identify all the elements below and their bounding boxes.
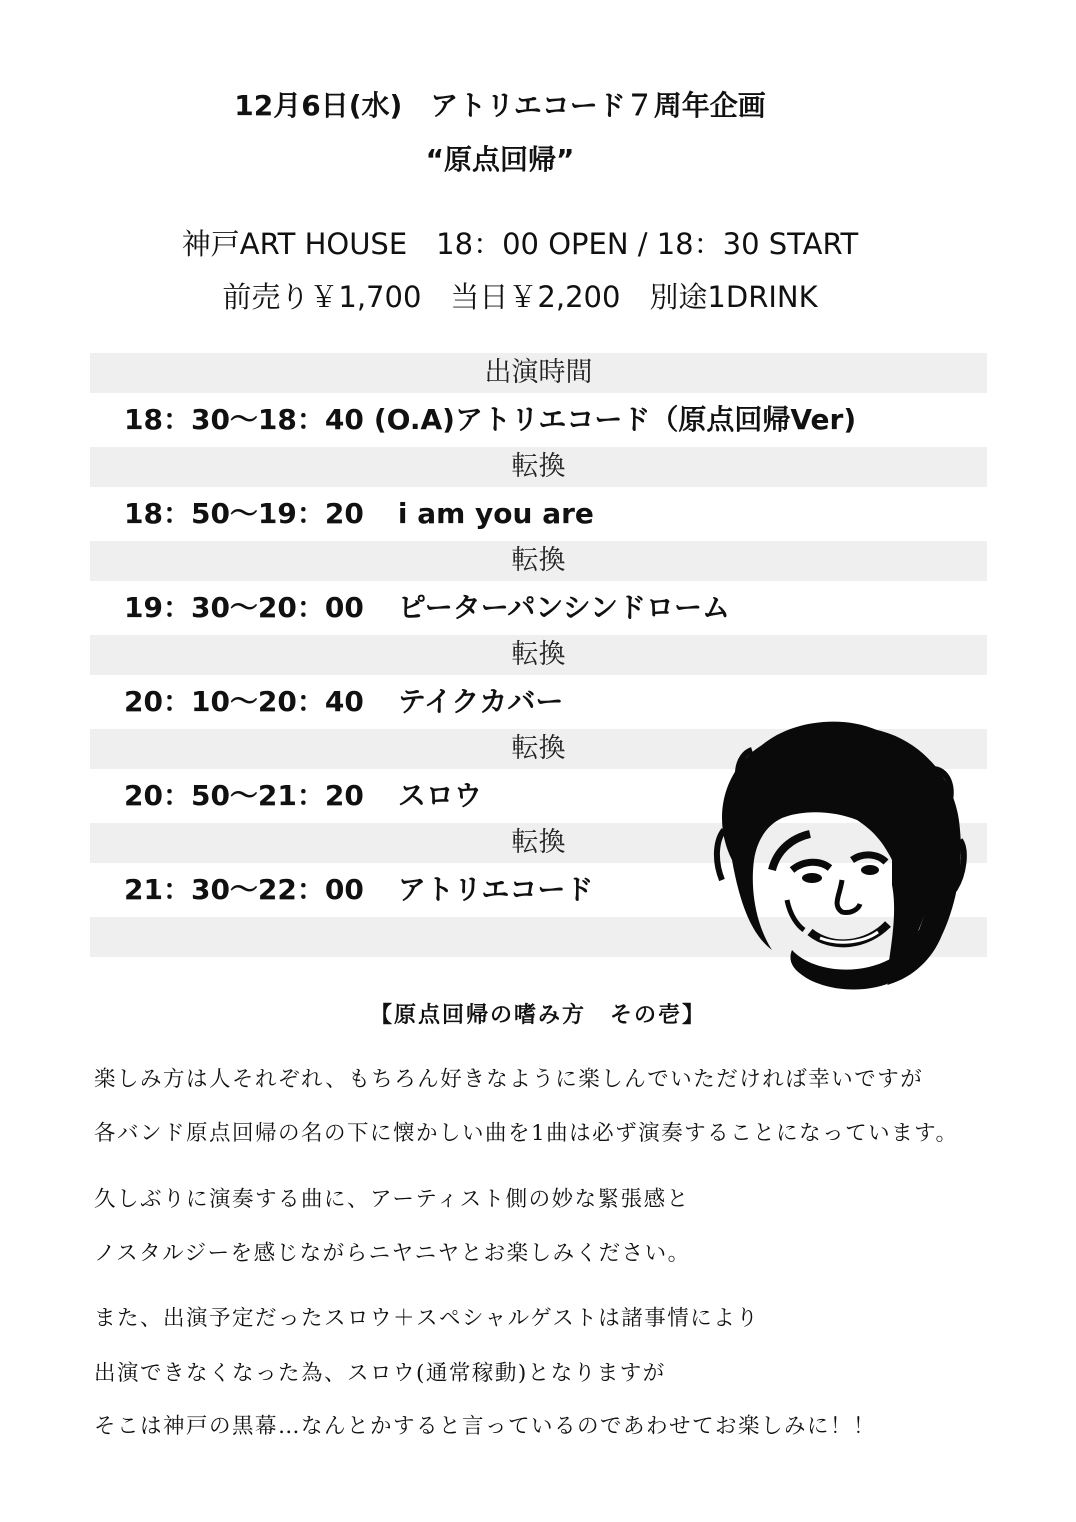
changeover-row: 転換: [90, 635, 987, 675]
slot-act: (O.A)アトリエコード（原点回帰Ver): [373, 403, 857, 436]
timetable-slot: [90, 487, 987, 541]
timetable-header: 出演時間: [90, 353, 987, 393]
changeover-row: 転換: [90, 823, 987, 863]
note-line: ノスタルジーを感じながらニヤニヤとお楽しみください。: [94, 1241, 691, 1266]
note-line: 久しぶりに演奏する曲に、アーティスト側の妙な緊張感と: [94, 1187, 690, 1212]
slot-act: アトリエコード: [397, 873, 594, 906]
slot-act: スロウ: [397, 779, 482, 812]
changeover-row: 転換: [90, 447, 987, 487]
slot-act: ピーターパンシンドローム: [397, 591, 730, 624]
timetable-slot: [90, 581, 987, 635]
note-line: 出演できなくなった為、スロウ(通常稼動)となりますが: [94, 1361, 666, 1386]
slot-time: 21：30〜22：00: [124, 873, 364, 906]
event-subtitle: “原点回帰”: [425, 143, 575, 176]
slot-time: 20：10〜20：40: [124, 685, 364, 718]
note-line: また、出演予定だったスロウ＋スペシャルゲストは諸事情により: [94, 1306, 760, 1331]
changeover-row: 転換: [90, 729, 987, 769]
slot-time: 19：30〜20：00: [124, 591, 364, 624]
venue-time-line: 神戸ART HOUSE 18：00 OPEN / 18：30 START: [181, 227, 859, 261]
notes-heading: 【原点回帰の嗜み方 その壱】: [369, 1002, 706, 1028]
portrait-illustration: [692, 710, 982, 1000]
slot-time: 18：50〜19：20: [124, 497, 364, 530]
slot-time: 20：50〜21：20: [124, 779, 364, 812]
slot-time: 18：30〜18：40: [124, 403, 364, 436]
event-title: 12月6日(水) アトリエコード７周年企画: [234, 89, 766, 122]
price-line: 前売り￥1,700 当日￥2,200 別途1DRINK: [222, 280, 818, 314]
slot-act: テイクカバー: [397, 685, 564, 718]
note-line: 各バンド原点回帰の名の下に懐かしい曲を1曲は必ず演奏することになっています。: [94, 1121, 959, 1146]
slot-act: i am you are: [397, 497, 594, 530]
changeover-row: 転換: [90, 541, 987, 581]
note-line: 楽しみ方は人それぞれ、もちろん好きなように楽しんでいただければ幸いですが: [94, 1067, 924, 1092]
timetable-slot: [90, 393, 987, 447]
note-line: そこは神戸の黒幕…なんとかすると言っているのであわせてお楽しみに！！: [94, 1414, 877, 1439]
